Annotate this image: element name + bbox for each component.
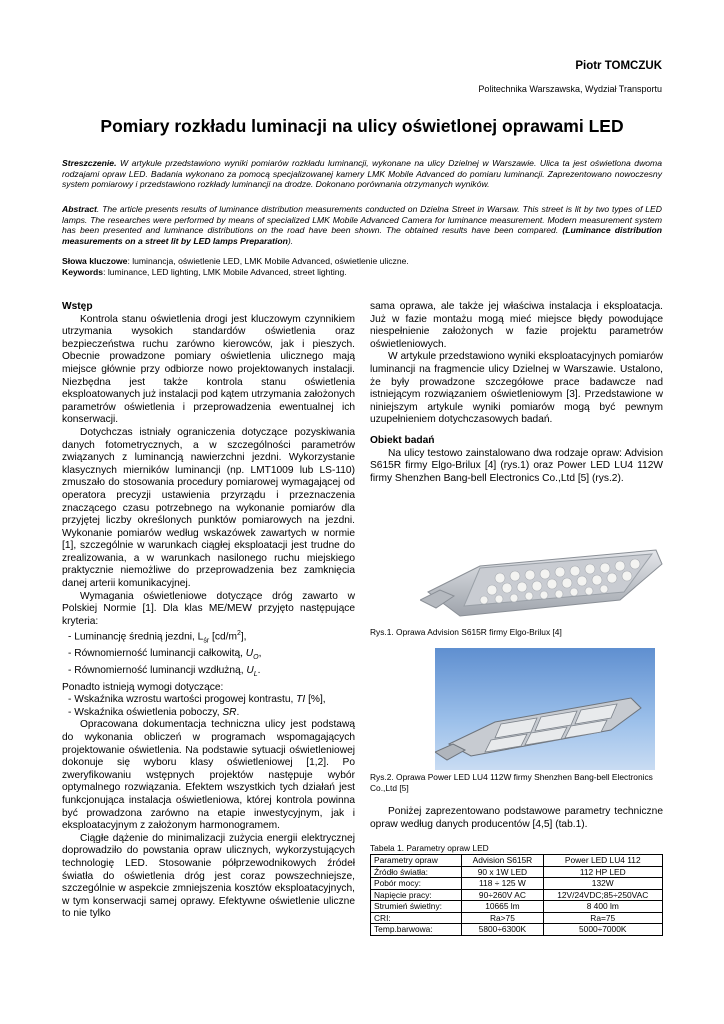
right-column-bottom [370, 806, 663, 831]
paragraph: Na ulicy testowo zainstalowano dwa rodzaje opraw: Advision S615R firmy Elgo-Brilux [4] (rys.1) oraz Power LED LU4 112W firmy Shenzhen Bang-bell Electronics Co.,Ltd [5] (rys.2). [370, 447, 663, 484]
abstract-label: Abstract [62, 204, 97, 214]
lamp-photo-2 [435, 648, 655, 770]
table-cell: 8 400 lm [543, 901, 663, 913]
author-name: Piotr TOMCZUK [575, 60, 662, 72]
table-header-row [371, 855, 663, 867]
table-row [371, 924, 663, 936]
table-caption: Tabela 1. Parametry opraw LED [370, 843, 489, 853]
table-cell: CRI: [371, 912, 462, 924]
table-cell: 10665 lm [462, 901, 543, 913]
streszczenie-text: W artykule przedstawiono wyniki pomiarów rozkładu luminancji, wykonane na ulicy Dzielnej w Warszawie. Ulica ta jest oświetlona dwoma rodzajami opraw LED. Badania wykonano za pomocą specjalizowanej kamery LMK Mobile Advanced do pomiaru luminancji. Zaprezentowano nowoczesny system pomiarowy i przedstawiono rozkłady luminancji na drodze. Dokonano porównania otrzymanych wyników. [62, 158, 662, 190]
streszczenie-label: Streszczenie. [62, 158, 117, 168]
table-cell: 90 x 1W LED [462, 866, 543, 878]
table-cell: 12V/24VDC;85÷250VAC [543, 889, 663, 901]
table-cell: 5000÷7000K [543, 924, 663, 936]
section-heading-obiekt: Obiekt badań [370, 434, 435, 446]
table-row [371, 866, 663, 878]
keywords-pl [62, 256, 662, 267]
figure-2-caption: Rys.2. Oprawa Power LED LU4 112W firmy Shenzhen Bang-bell Electronics Co.,Ltd [5] [370, 772, 653, 793]
keywords-text: : luminance, LED lighting, LMK Mobile Advanced, street lighting. [103, 267, 347, 277]
paragraph: W artykule przedstawiono wyniki eksploatacyjnych pomiarów luminancji na fragmencie ulicy Dzielnej w Warszawie. Ustalono, że były prowadzone szczegółowe prace badawcze nad istniejącym rozwiązaniem oświetleniowym [3]. Przedstawione w niniejszym artykule wyniki pomiarów mogą być pewnym uzupełnieniem dotychczasowych badań. [370, 351, 663, 426]
paragraph: Kontrola stanu oświetlenia drogi jest kluczowym czynnikiem utrzymania wysokich standardów oświetlenia oraz bezpieczeństwa ruchu zarówno kierowców, jak i pieszych. Obecnie prowadzone pomiary oświetlenia ulicznego mają miejsce głównie przy odbiorze nowo projektowanych instalacji. Niezbędna jest także kontrola stanu oświetlenia eksploatowanych już instalacji pod kątem utrzymania założonych parametrów oświetlenia i przeprowadzenia ewentualnej ich konserwacji. [62, 313, 355, 426]
slowa-text: : luminancja, oświetlenie LED, LMK Mobile Advanced, oświetlenie uliczne. [127, 256, 409, 266]
table-cell: 112 HP LED [543, 866, 663, 878]
table-cell: 118 ÷ 125 W [462, 878, 543, 890]
requirement-item: - Wskaźnika oświetlenia poboczy, SR. [68, 706, 240, 718]
table-cell: Ra>75 [462, 912, 543, 924]
table-cell: Strumień świetlny: [371, 901, 462, 913]
abstract-block [62, 204, 662, 246]
table-row [371, 889, 663, 901]
keywords-en [62, 267, 662, 278]
author-affiliation: Politechnika Warszawska, Wydział Transportu [478, 84, 662, 94]
table-cell: Pobór mocy: [371, 878, 462, 890]
table-header-cell: Advision S615R [462, 855, 543, 867]
abstract-text: . The article presents results of luminance distribution measurements conducted on Dzielna Street in Warsaw. This street is lit by two types of LED lamps. The researches were performed by means of specialized LMK Mobile Advanced Camera for luminance measurement. Modern measurement system has been presented and luminance distributions on the road have been shown. The obtained results have been compared. [62, 204, 662, 236]
table-header-cell: Parametry opraw [371, 855, 462, 867]
table-cell: 90÷260V AC [462, 889, 543, 901]
streszczenie-block [62, 158, 662, 190]
parameters-table [370, 854, 663, 936]
table-cell: Napięcie pracy: [371, 889, 462, 901]
paragraph: sama oprawa, ale także jej właściwa instalacja i eksploatacja. Już w fazie montażu mogą mieć miejsce błędy powodujące niespełnienie założonych w fazie projektu parametrów oświetleniowych. [370, 301, 663, 350]
table-cell: Temp.barwowa: [371, 924, 462, 936]
criteria-item: - Równomierność luminancji całkowitą, $U_O$, [68, 648, 262, 662]
requirement-item: - Wskaźnika wzrostu wartości progowej kontrastu, TI [%], [68, 694, 326, 706]
slowa-label: Słowa kluczowe [62, 256, 128, 266]
paper-title: Pomiary rozkładu luminacji na ulicy oświetlonej oprawami LED [100, 116, 624, 136]
paragraph: Poniżej zaprezentowano podstawowe parametry techniczne opraw według danych producentów [4,5] (tab.1). [370, 806, 663, 830]
paragraph: Dotychczas istniały ograniczenia dotyczące pozyskiwania danych fotometrycznych, a w szczególności parametrów związanych z luminancją nawierzchni jezdni. Wykorzystanie klasycznych mierników luminancji (np. LMT1009 lub LS-110) zmuszało do stosowania procedury pomiarowej wymagającej od operatora precyzji ustawienia przyrządu i przeznaczenia znaczącego czasu potrzebnego na wykonanie pomiarów dla przyjętej liczby określonych punktów pomiarowych na jezdni. Wykonanie pomiarów według wskazówek zawartych w normie [1], szczególnie w warunkach ciągłej eksploatacji jest trudne do zrealizowania, a w warunkach nasilonego ruchu miejskiego praktycznie niemożliwe do przeprowadzenia bez zamknięcia danej arterii komunikacyjnej. [62, 426, 355, 590]
criteria-item: - Równomierność luminancji wzdłużną, $U_L$. [68, 665, 261, 679]
figure-advision-lamp [420, 530, 670, 622]
table-cell: Źródło światła: [371, 866, 462, 878]
table-row [371, 912, 663, 924]
table-header-cell: Power LED LU4 112 [543, 855, 663, 867]
figure-powerled-lamp [435, 648, 655, 770]
paragraph: Opracowana dokumentacja techniczna ulicy jest podstawą do wykonania obliczeń w programach wspomagających projektowanie oświetlenia. Na podstawie sytuacji oświetleniowej dokonuje się wyboru klasy oświetleniowej [1,2]. Po zweryfikowaniu wstępnych projektów następuje wybór optymalnego rozwiązania. Efektem wszystkich tych działań jest funkcjonująca instalacja oświetleniowa, której kontrola powinna być prowadzona zarówno na etapie inwestycyjnym, jak i eksploatacyjnym z założonym harmonogramem. [62, 719, 355, 832]
table-cell: 132W [543, 878, 663, 890]
abstract-english-title: (Luminance distribution measurements on a street lit by LED lamps Preparation [62, 225, 663, 246]
table-cell: Ra=75 [543, 912, 663, 924]
criteria-item: - Luminancję średnią jezdni, $L_{śr}$ $[cd/m^2]$, [68, 630, 247, 645]
criteria-list [62, 628, 355, 681]
requirements-list [62, 694, 355, 719]
lamp-photo-1 [420, 530, 670, 622]
figure-1-caption: Rys.1. Oprawa Advision S615R firmy Elgo-Brilux [4] [370, 627, 562, 637]
table-row [371, 901, 663, 913]
left-column [62, 301, 355, 921]
section-heading-wstep: Wstęp [62, 301, 93, 312]
paragraph: Wymagania oświetleniowe dotyczące dróg zawarto w Polskiej Normie [1]. Dla klas ME/MEW przyjęto następujące kryteria: [62, 590, 355, 627]
table-cell: 5800÷6300K [462, 924, 543, 936]
keywords-label: Keywords [62, 267, 104, 277]
abstract-title-end: ). [287, 235, 294, 246]
right-column-top [370, 301, 663, 485]
paragraph: Ciągłe dążenie do minimalizacji zużycia energii elektrycznej doprowadziło do powstania opraw ulicznych, wykorzystujących technologię LED. Stosowanie półprzewodnikowych źródeł światła do oświetlenia dróg jest coraz powszechniejsze, szczególnie w aspekcie zmniejszenia kosztów eksploatacyjnych, w tym konserwacji samej oprawy. Efektywne oświetlenie uliczne to nie tylko [62, 832, 355, 920]
paragraph: Ponadto istnieją wymogi dotyczące: [62, 681, 224, 693]
table-row [371, 878, 663, 890]
